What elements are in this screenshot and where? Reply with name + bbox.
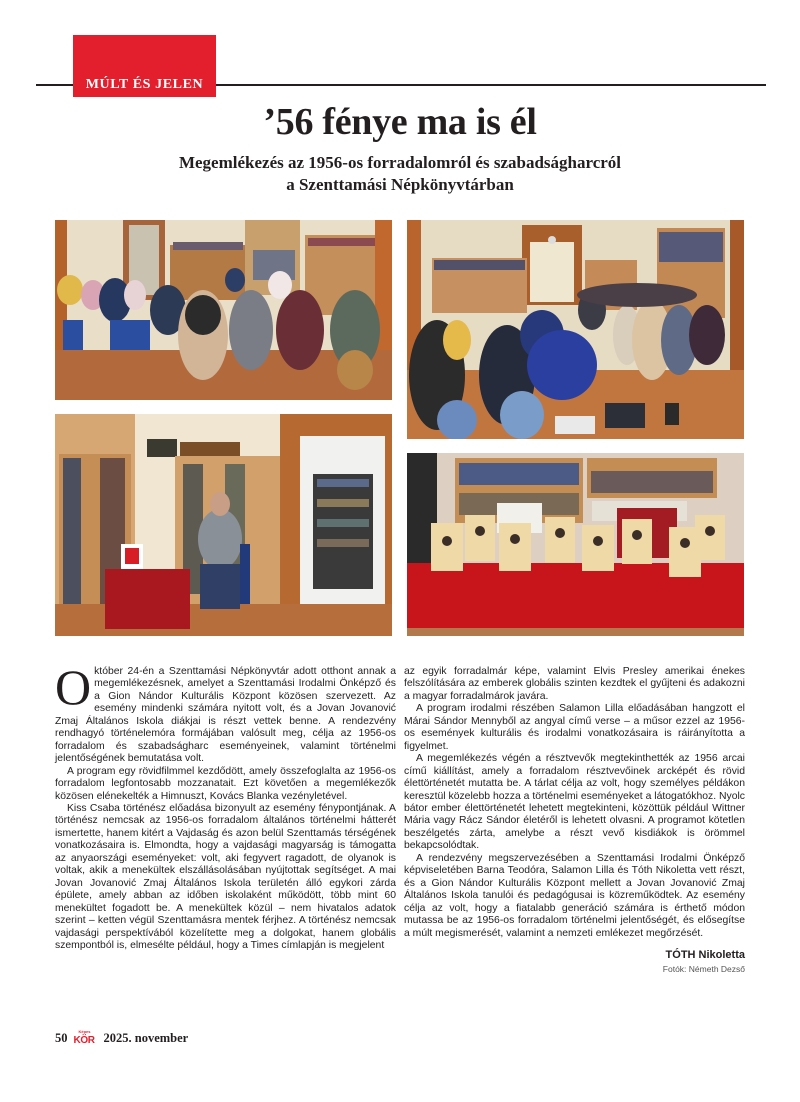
paragraph-1	[55, 659, 396, 766]
issue-date: 2025. november	[103, 1030, 189, 1045]
photo-speaker	[55, 414, 392, 636]
paragraph-3-continued: az egyik forradalmár képe, valamint Elvis Presley amerikai énekes felszólítására az emberek globális szinten kezdtek el gyűjteni és adakozni a magyar forradalmárok javára.	[404, 666, 745, 702]
article-subtitle	[0, 152, 800, 196]
logo-small-text: Képes	[78, 1029, 91, 1034]
photo-credit: Fotók: Németh Dezső	[662, 964, 745, 975]
paragraph-2: A program egy rövidfilmmel kezdődött, amely összefoglalta az 1956-os forradalom legfontosabb mozzanatait. Ezt követően a megemlékezők közösen elénekelték a Himnuszt, Kovács Blanka vezényletével.	[55, 765, 396, 802]
logo-text: KÖR	[73, 1035, 95, 1046]
paragraph-1-text: któber 24-én a Szenttamási Népkönyvtár adott otthont annak a megemlékezésnek, amelyet a Szenttamási Irodalmi Önképző és a Gion Nándor Kulturális Központ közösen szervezett. Az esemény mindenki számára nyitott volt, és a Jovan Jovanović Zmaj Általános Iskola diákjai is részt vettek benne. A rendezvény rendhagyó történelemóra formájában valósult meg, célja az 1956-os forradalom és szabadságharc eseményeinek, valamint történelmi jelentőségének bemutatása volt.	[55, 666, 396, 765]
photo-audience-front	[55, 220, 392, 400]
article-title: ’56 fénye ma is él	[263, 101, 537, 143]
subtitle-line-2: a Szenttamási Népkönyvtárban	[286, 175, 514, 194]
article-column-right	[404, 666, 745, 976]
photo-exhibition	[407, 453, 744, 636]
section-tag	[73, 35, 216, 97]
author-byline: TÓTH Nikoletta	[665, 948, 745, 961]
page-number: 50	[55, 1030, 68, 1045]
subtitle-line-1: Megemlékezés az 1956-os forradalomról és szabadságharcról	[178, 153, 622, 172]
article-column-left	[55, 659, 396, 952]
paragraph-6: A rendezvény megszervezésében a Szenttamási Irodalmi Önképző képviseletében Barna Teodóra, Salamon Lilla és Tóth Nikoletta vett részt, és a Gion Nándor Kulturális Központ mellett a Jovan Jovanović Zmaj Általános Iskola tanulói és pedagógusai is közreműködtek. Az esemény célja az volt, hogy a fiatalabb generáció számára is érthető módon mutassa be az 1956-os forradalom történelmi jelentőségét, és elősegítse a múlt megismerését, valamint a nemzeti emlékezet megőrzését.	[404, 852, 745, 939]
page-footer	[55, 1030, 188, 1046]
magazine-logo	[74, 1030, 98, 1046]
drop-cap: O	[55, 659, 92, 715]
section-label: MÚLT ÉS JELEN	[85, 77, 204, 92]
paragraph-5: A megemlékezés végén a résztvevők megtekinthették az 1956 arcai című kiállítást, amely a forradalom résztvevőinek arcképét és rövid élettörténetét mutatta be. A tárlat célja az volt, hogy személyes példákon keresztül közelebb hozza a történelmi eseményeket a látogatókhoz. Nyolc bátor ember élettörténetét lehetett megtekinteni, közöttük például Wittner Mária vagy Rácz Sándor életéről is lehetett olvasni. A programot kötetlen beszélgetés zárta, amelybe a részt vevő kisdiákok is örömmel bekapcsolódtak.	[404, 753, 745, 852]
paragraph-3: Kiss Csaba történész előadása bizonyult az esemény fénypontjának. A történész nemcsak az 1956-os forradalom általános történelmi hátterét ismertette, hanem kitért a Vajdaság és azon belül Szenttamás térségének vonatkozásaira is. Elmondta, hogy a vajdasági magyarság is támogatta az anyaországi eseményeket: volt, aki fegyvert ragadott, de olyanok is voltak, akik a menekültek elszállásolásában nyújtottak segítséget. A mai Jovan Jovanović Zmaj Általános Iskola területén álló egykori zárda épülete, amely abban az időben iskolaként működött, több mint 60 menekültet fogadott be. A menekültek közül – nem hivatalos adatok szerint – ketten végül Szenttamásra mentek férjhez. A történész nemcsak vajdasági perspektívából közelítette meg a dolgokat, hanem globális szempontból is, elmesélte például, hogy a Times címlapján is megjelent	[55, 802, 396, 951]
photo-audience-wide	[407, 220, 744, 439]
paragraph-4: A program irodalmi részében Salamon Lilla előadásában hangzott el Márai Sándor Mennyből az angyal című verse – a műsor ezzel az 1956-os események kulturális és irodalmi vonatkozásaira is ráirányította a figyelmet.	[404, 703, 745, 752]
